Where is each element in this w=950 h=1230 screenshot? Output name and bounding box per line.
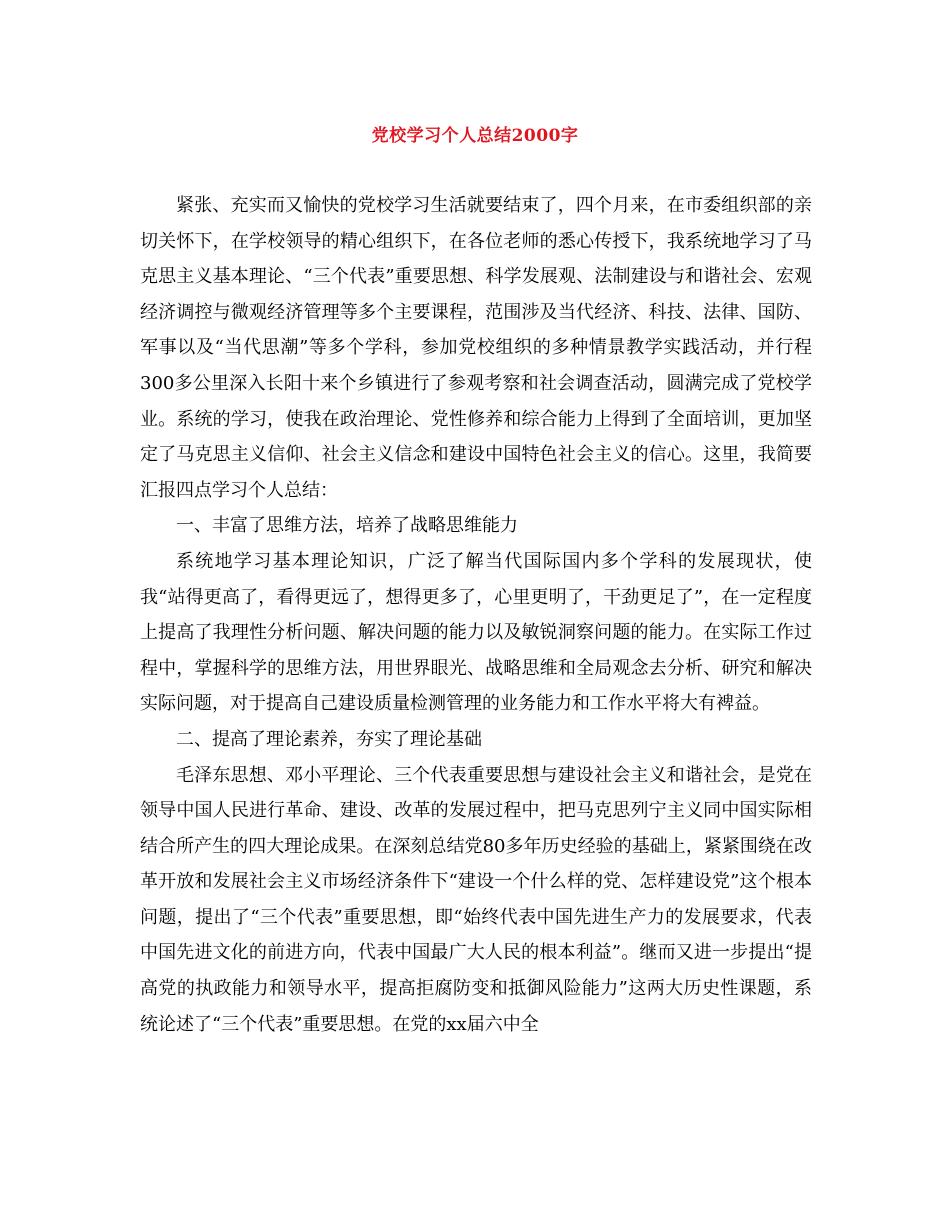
section-heading-2: 二、提高了理论素养，夯实了理论基础 [176, 728, 482, 750]
document-body [140, 188, 812, 1042]
section-heading-1: 一、丰富了思维方法，培养了战略思维能力 [176, 515, 518, 537]
paragraph-intro: 紧张、充实而又愉快的党校学习生活就要结束了，四个月来，在市委组织部的亲切关怀下，在学校领导的精心组织下，在各位老师的悉心传授下，我系统地学习了马克思主义基本理论、“三个代表”重要思想、科学发展观、法制建设与和谐社会、宏观经济调控与微观经济管理等多个主要课程，范围涉及当代经济、科技、法律、国防、军事以及“当代思潮”等多个学科，参加党校组织的多种情景教学实践活动，并行程300多公里深入长阳十来个乡镇进行了参观考察和社会调查活动，圆满完成了党校学业。系统的学习，使我在政治理论、党性修养和综合能力上得到了全面培训，更加坚定了马克思主义信仰、社会主义信念和建设中国特色社会主义的信心。这里，我简要汇报四点学习个人总结： [140, 195, 812, 501]
document-title: 党校学习个人总结2000字 [371, 126, 579, 146]
paragraph-section-2: 毛泽东思想、邓小平理论、三个代表重要思想与建设社会主义和谐社会，是党在领导中国人民进行革命、建设、改革的发展过程中，把马克思列宁主义同中国实际相结合所产生的四大理论成果。在深刻总结党80多年历史经验的基础上，紧紧围绕在改革开放和发展社会主义市场经济条件下“建设一个什么样的党、怎样建设党”这个根本问题，提出了“三个代表”重要思想，即“始终代表中国先进生产力的发展要求，代表中国先进文化的前进方向，代表中国最广大人民的根本利益”。继而又进一步提出“提高党的执政能力和领导水平，提高拒腐防变和抵御风险能力”这两大历史性课题，系统论述了“三个代表”重要思想。在党的xx届六中全 [140, 764, 812, 1035]
paragraph-section-1: 系统地学习基本理论知识，广泛了解当代国际国内多个学科的发展现状，使我“站得更高了，看得更远了，想得更多了，心里更明了，干劲更足了”，在一定程度上提高了我理性分析问题、解决问题的能力以及敏锐洞察问题的能力。在实际工作过程中，掌握科学的思维方法，用世界眼光、战略思维和全局观念去分析、研究和解决实际问题，对于提高自己建设质量检测管理的业务能力和工作水平将大有裨益。 [140, 550, 812, 715]
